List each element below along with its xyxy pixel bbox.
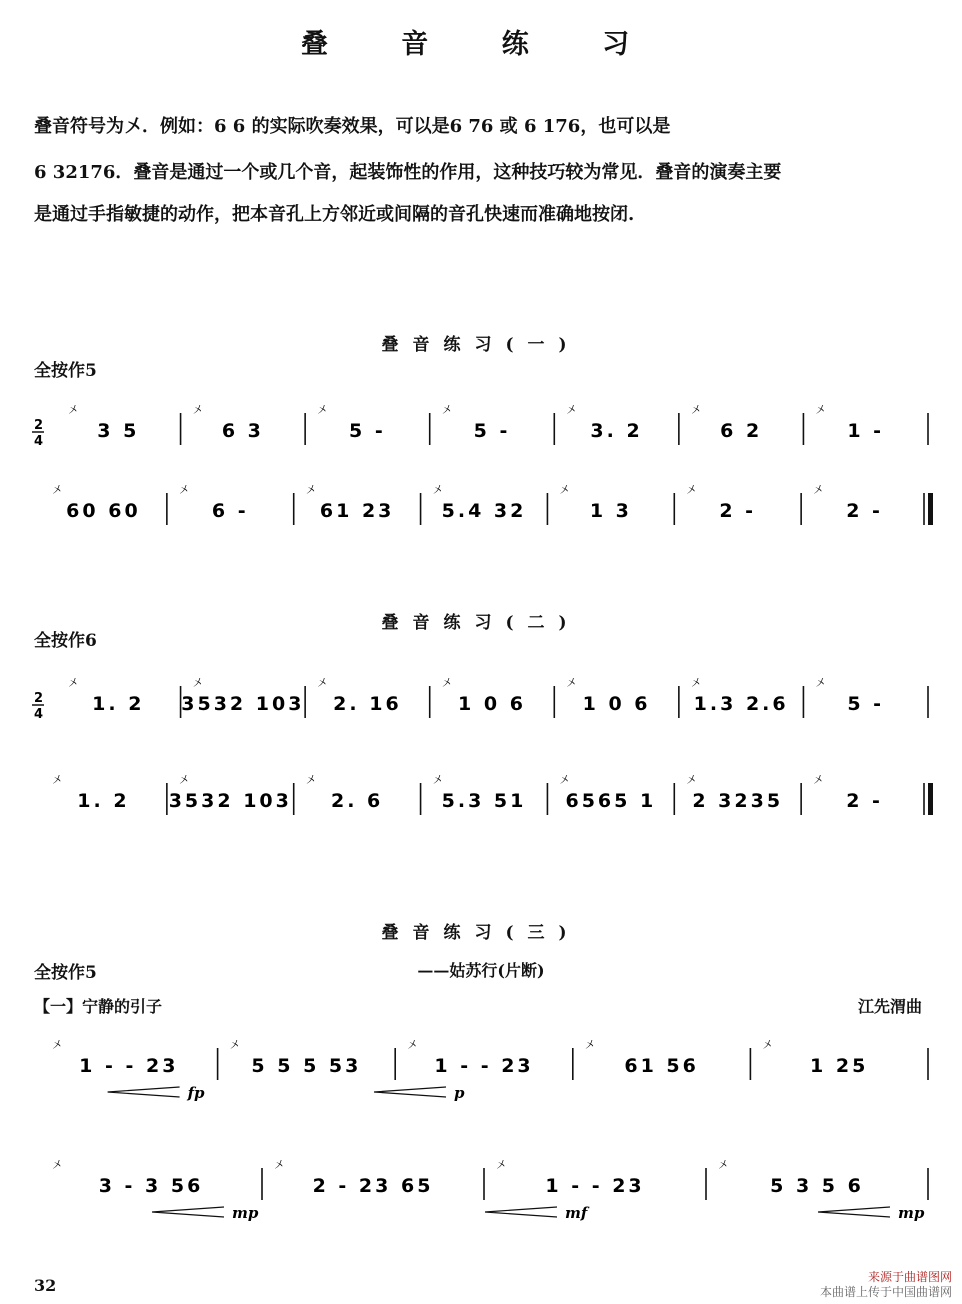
exercise-1-title: 叠音练习(一) [381,335,581,355]
grace-mark: 〤 [317,405,328,416]
exercise-3-row-2 [30,1150,942,1222]
watermark-line-1: 来源于曲谱图网 [867,1270,952,1284]
watermark [820,1270,952,1300]
grace-mark: 〤 [813,775,824,786]
grace-mark: 〤 [52,485,62,496]
exercise-2-fingering: 全按作6 [34,631,97,651]
measure-notes: 1 0 6 [582,693,651,715]
grace-mark: 〤 [305,485,316,496]
hairpin [485,1207,557,1217]
measure-notes: 5 5 5 53 [251,1055,362,1077]
measure-notes: 3532 103 [181,693,305,715]
grace-mark: 〤 [52,1160,62,1171]
page-title: 叠 音 练 习 [300,29,662,60]
grace-mark: 〤 [52,775,62,786]
grace-mark: 〤 [718,1160,728,1171]
intro-line-3: 是通过手指敏捷的动作，把本音孔上方邻近或间隔的音孔快速而准确地按闭. [34,204,635,225]
measure-notes: 1 - [847,420,885,442]
composer: 江先渭曲 [857,997,922,1016]
measure-notes: 6 2 [720,420,763,442]
dynamic-mark: p [454,1084,465,1102]
dynamic-mark: mf [565,1204,588,1222]
measure-notes: 2 - [846,790,883,812]
time-signature-top: 2 [34,418,44,433]
grace-mark: 〤 [274,1160,284,1171]
measure-notes: 3532 103 [168,790,292,812]
measure-notes: 60 60 [66,500,141,522]
exercise-3-title: 叠音练习(三) [381,923,581,943]
hairpin [374,1087,446,1097]
watermark-line-2: 本曲谱上传于中国曲谱网 [819,1285,952,1299]
measure-notes: 5 - [847,693,885,715]
measure-notes: 6 - [211,500,249,522]
exercise-3-fingering: 全按作5 [34,963,97,983]
grace-mark: 〤 [441,678,452,689]
section-label: 【一】宁静的引子 [34,997,163,1016]
grace-mark: 〤 [432,485,443,496]
measure-notes: 1 - - 23 [545,1175,645,1197]
grace-mark: 〤 [496,1160,506,1171]
grace-mark: 〤 [815,405,826,416]
grace-mark: 〤 [690,678,701,689]
measure-notes: 2. 16 [333,693,402,715]
dynamic-mark: mp [232,1204,259,1222]
hairpin [818,1207,890,1217]
final-barline-thick [928,783,933,815]
grace-mark: 〤 [192,678,203,689]
grace-mark: 〤 [559,775,570,786]
measure-notes: 5.4 32 [441,500,527,522]
measure-notes: 3 - 3 56 [98,1175,204,1197]
grace-mark: 〤 [68,678,78,689]
measure-notes: 2 - [846,500,883,522]
measure-notes: 2 - [719,500,757,522]
grace-mark: 〤 [192,405,203,416]
measure-notes: 1 - - 23 [79,1055,179,1077]
measure-notes: 6565 1 [565,790,657,812]
grace-mark: 〤 [690,405,701,416]
grace-mark: 〤 [584,1040,595,1051]
measure-notes: 3 5 [97,420,140,442]
exercise-2-row-1 [30,668,942,740]
grace-mark: 〤 [813,485,824,496]
measure-notes: 5 - [349,420,386,442]
exercise-2-title: 叠音练习(二) [381,613,581,633]
measure-notes: 61 56 [624,1055,699,1077]
measure-notes: 1.3 2.6 [693,693,789,715]
grace-mark: 〤 [441,405,452,416]
hairpin [108,1087,180,1097]
grace-mark: 〤 [229,1040,240,1051]
grace-mark: 〤 [305,775,316,786]
time-signature-top: 2 [34,691,44,706]
measure-notes: 61 23 [319,500,395,522]
measure-notes: 5 3 5 6 [770,1175,864,1197]
grace-mark: 〤 [559,485,570,496]
measure-notes: 6 3 [221,420,264,442]
measure-notes: 2. 6 [331,790,384,812]
grace-mark: 〤 [686,485,697,496]
measure-notes: 2 3235 [692,790,784,812]
measure-notes: 1 25 [810,1055,869,1077]
grace-mark: 〤 [317,678,328,689]
time-signature-bottom: 4 [34,707,44,722]
exercise-3-subtitle: ——姑苏行(片断) [417,961,545,980]
time-signature-bottom: 4 [34,434,44,449]
measure-notes: 1 - - 23 [434,1055,534,1077]
grace-mark: 〤 [68,405,78,416]
grace-mark: 〤 [686,775,697,786]
final-barline-thick [928,493,933,525]
page-number: 32 [34,1276,57,1295]
exercise-1-fingering: 全按作5 [34,361,97,381]
intro-line-2: 6 32176．叠音是通过一个或几个音，起装饰性的作用，这种技巧较为常见．叠音的演奏主要 [34,162,782,183]
measure-notes: 1. 2 [92,693,145,715]
grace-mark: 〤 [178,775,189,786]
grace-mark: 〤 [566,678,577,689]
grace-mark: 〤 [432,775,443,786]
intro-line-1: 叠音符号为〤．例如：6 6 的实际吹奏效果，可以是6 76 或 6 176，也可以是 [34,116,671,137]
measure-notes: 5.3 51 [441,790,527,812]
grace-mark: 〤 [407,1040,418,1051]
measure-notes: 2 - 23 65 [312,1175,434,1197]
exercise-1-row-2 [30,475,942,547]
measure-notes: 1 3 [589,500,632,522]
measure-notes: 1 0 6 [458,693,526,715]
exercise-1-row-1 [30,395,942,467]
hairpin [152,1207,224,1217]
measure-notes: 1. 2 [77,790,130,812]
exercise-2-row-2 [30,765,942,837]
grace-mark: 〤 [52,1040,62,1051]
dynamic-mark: mp [898,1204,925,1222]
exercise-3-row-1 [30,1030,942,1102]
grace-mark: 〤 [178,485,189,496]
grace-mark: 〤 [566,405,577,416]
grace-mark: 〤 [815,678,826,689]
dynamic-mark: fp [187,1084,205,1102]
grace-mark: 〤 [762,1040,773,1051]
measure-notes: 5 - [473,420,511,442]
measure-notes: 3. 2 [590,420,643,442]
